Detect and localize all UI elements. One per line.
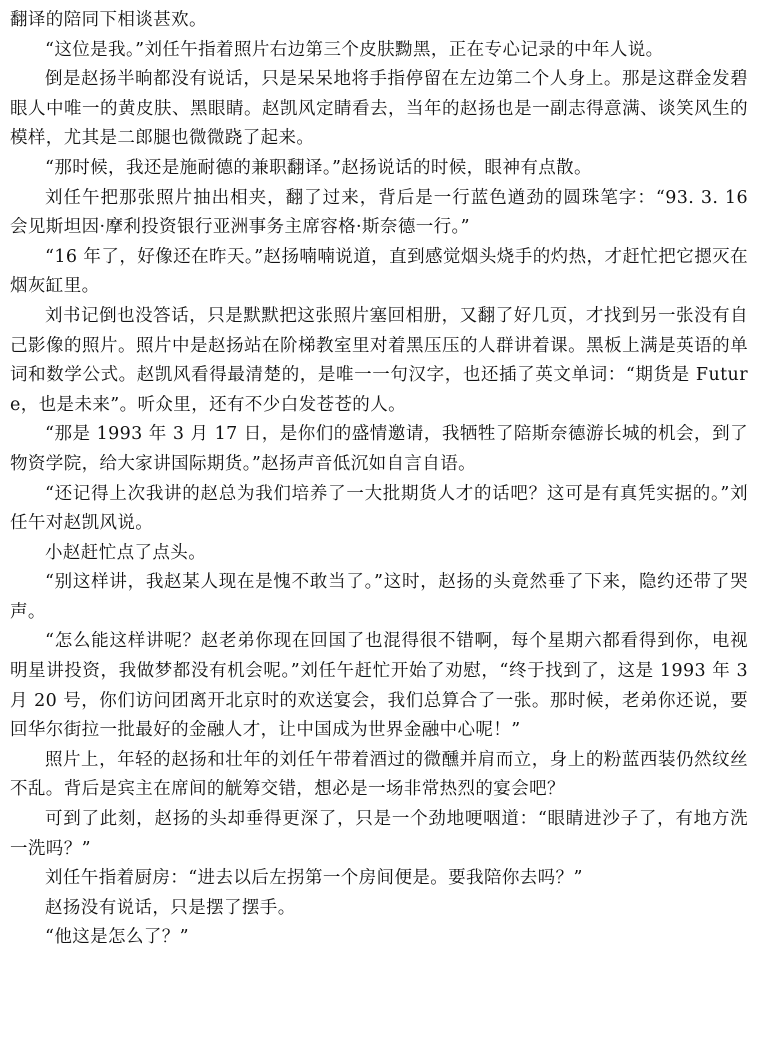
paragraph-7: 刘书记倒也没答话，只是默默把这张照片塞回相册，又翻了好几页，才找到另一张没有自己影像的照片。照片中是赵扬站在阶梯教室里对着黑压压的人群讲着课。黑板上满是英语的单词和数学公式。赵凯风看得最清楚的，是唯一一句汉字，也还插了英文单词：“期货是 Future，也是未来”。听众里，还有不少白发苍苍的人。 — [10, 305, 748, 415]
paragraph-6: “16 年了，好像还在昨天。”赵扬喃喃说道，直到感觉烟头烧手的灼热，才赶忙把它摁灭在烟灰缸里。 — [10, 246, 748, 297]
paragraph-11: “别这样讲，我赵某人现在是愧不敢当了。”这时，赵扬的头竟然垂了下来，隐约还带了哭声。 — [10, 572, 748, 622]
paragraph-4: “那时候，我还是施耐德的兼职翻译。”赵扬说话的时候，眼神有点散。 — [45, 157, 592, 178]
paragraph-16: 赵扬没有说话，只是摆了摆手。 — [45, 897, 296, 918]
paragraph-17: “他这是怎么了？” — [45, 927, 189, 948]
paragraph-8: “那是 1993 年 3 月 17 日，是你们的盛情邀请，我牺牲了陪斯奈德游长城的机会，到了物资学院，给大家讲国际期货。”赵扬声音低沉如自言自语。 — [10, 424, 748, 474]
paragraph-13: 照片上，年轻的赵扬和壮年的刘任午带着酒过的微醺并肩而立，身上的粉蓝西装仍然纹丝不乱。背后是宾主在席间的觥筹交错，想必是一场非常热烈的宴会吧？ — [10, 749, 748, 800]
paragraph-10: 小赵赶忙点了点头。 — [45, 542, 207, 563]
paragraph-3: 倒是赵扬半晌都没有说话，只是呆呆地将手指停留在左边第二个人身上。那是这群金发碧眼人中唯一的黄皮肤、黑眼睛。赵凯风定睛看去，当年的赵扬也是一副志得意满、谈笑风生的模样，尤其是二郎腿也微微跷了起来。 — [10, 69, 748, 149]
paragraph-2: “这位是我。”刘任午指着照片右边第三个皮肤黝黑，正在专心记录的中年人说。 — [45, 39, 664, 60]
paragraph-12: “怎么能这样讲呢？赵老弟你现在回国了也混得很不错啊，每个星期六都看得到你，电视明星讲投资，我做梦都没有机会呢。”刘任午赶忙开始了劝慰，“终于找到了，这是 1993 年 3 月 20 号，你们访问团离开北京时的欢送宴会，我们总算合了一张。那时候，老弟你还说，要回华尔街拉一批最好的金融人才，让中国成为世界金融中心呢！” — [10, 631, 748, 741]
paragraph-14: 可到了此刻，赵扬的头却垂得更深了，只是一个劲地哽咽道：“眼睛进沙子了，有地方洗一洗吗？” — [10, 809, 748, 859]
paragraph-15: 刘任午指着厨房：“进去以后左拐第一个房间便是。要我陪你去吗？” — [45, 868, 583, 889]
paragraph-5: 刘任午把那张照片抽出相夹，翻了过来，背后是一行蓝色遒劲的圆珠笔字：“93. 3. 16 会见斯坦因·摩利投资银行亚洲事务主席容格·斯奈德一行。” — [10, 187, 748, 238]
paragraph-9: “还记得上次我讲的赵总为我们培养了一大批期货人才的话吧？这可是有真凭实据的。”刘任午对赵凯风说。 — [10, 483, 748, 534]
paragraph-1: 翻译的陪同下相谈甚欢。 — [10, 10, 207, 30]
